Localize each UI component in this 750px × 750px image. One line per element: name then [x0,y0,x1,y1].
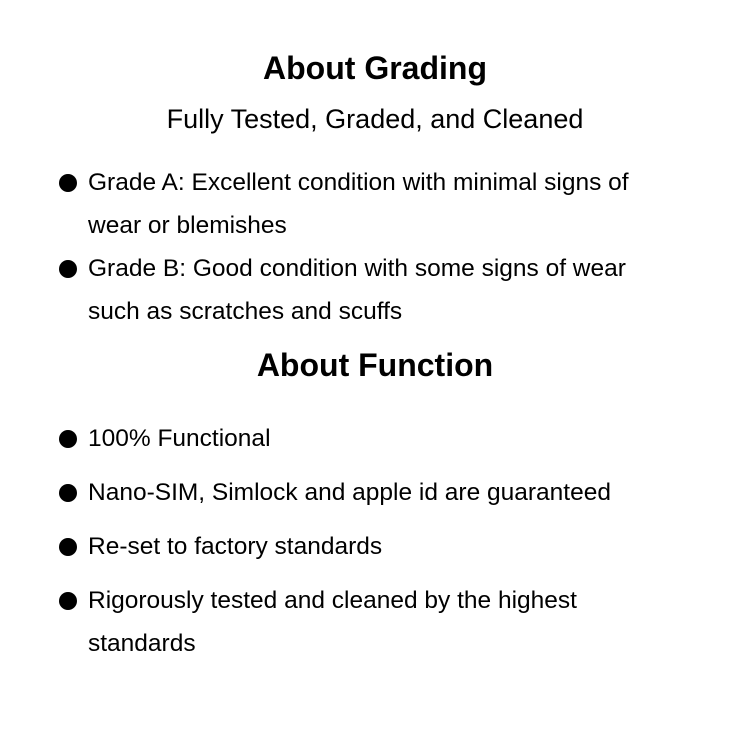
list-item [59,247,750,333]
list-item [59,161,750,247]
function-bullet-list [0,417,750,665]
grade-b-text: Grade B: Good condition with some signs of wear such as scratches and scuffs [88,255,626,325]
grading-section-subtitle: Fully Tested, Graded, and Cleaned [166,104,584,134]
tested-cleaned-text: Rigorously tested and cleaned by the highest standards [88,587,577,657]
reset-text: Re-set to factory standards [88,533,383,560]
bullet-icon [59,592,77,610]
bullet-icon [59,484,77,502]
grade-a-text: Grade A: Excellent condition with minimal signs of wear or blemishes [88,169,629,239]
bullet-icon [59,430,77,448]
list-item [59,471,750,514]
list-item [59,525,750,568]
list-item [59,417,750,460]
grading-section-title: About Grading [263,50,487,86]
functional-text: 100% Functional [88,425,271,452]
grading-section [0,52,750,333]
function-section [0,349,750,665]
list-item [59,579,750,665]
grading-bullet-list [0,161,750,333]
bullet-icon [59,538,77,556]
bullet-icon [59,260,77,278]
bullet-icon [59,174,77,192]
nano-sim-text: Nano-SIM, Simlock and apple id are guaranteed [88,479,611,506]
function-section-title: About Function [256,347,494,383]
